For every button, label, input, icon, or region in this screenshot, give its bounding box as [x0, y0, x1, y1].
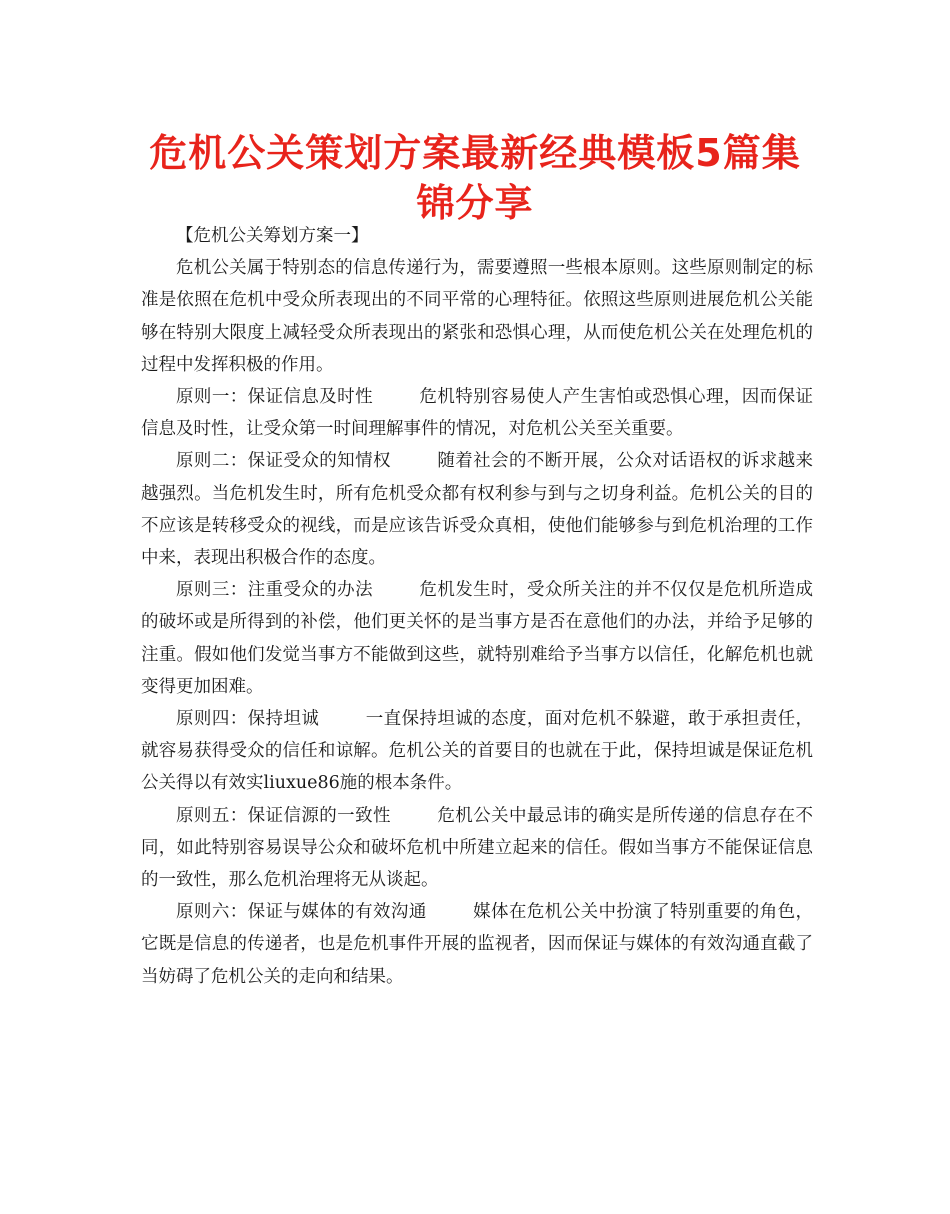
- section-heading: 【危机公关筹划方案一】: [176, 226, 369, 246]
- principle-paragraph: [141, 703, 813, 800]
- principle-text: 危机特别容易使人产生害怕或恐惧心理，因而保证信息及时性，让受众第一时间理解事件的情况，对危机公关至关重要。: [141, 387, 813, 440]
- principle-paragraph: [141, 896, 813, 993]
- document-title: 危机公关策划方案最新经典模板5篇集锦分享: [149, 131, 801, 225]
- principle-label: 原则五：保证信源的一致性: [176, 805, 391, 826]
- principle-label: 原则四：保持坦诚: [176, 709, 320, 730]
- principle-text: 一直保持坦诚的态度，面对危机不躲避，敢于承担责任，就容易获得受众的信任和谅解。危机公关的首要目的也就在于此，保持坦诚是保证危机公关得以有效实liuxue86施的根本条件。: [141, 709, 814, 794]
- principle-text: 危机公关中最忌讳的确实是所传递的信息存在不同，如此特别容易误导公众和破坏危机中所建立起来的信任。假如当事方不能保证信息的一致性，那么危机治理将无从谈起。: [141, 805, 814, 891]
- principle-paragraph: [141, 800, 813, 897]
- principle-text: 媒体在危机公关中扮演了特别重要的角色，它既是信息的传递者，也是危机事件开展的监视者，因而保证与媒体的有效沟通直截了当妨碍了危机公关的走向和结果。: [141, 902, 814, 987]
- principle-label: 原则一：保证信息及时性: [176, 387, 373, 408]
- principle-label: 原则三：注重受众的办法: [176, 580, 373, 601]
- principle-text: 危机发生时，受众所关注的并不仅仅是危机所造成的破坏或是所得到的补偿，他们更关怀的是当事方是否在意他们的办法，并给予足够的注重。假如他们发觉当事方不能做到这些，就特别难给予当事方以信任，化解危机也就变得更加困难。: [141, 580, 813, 697]
- principle-paragraph: [141, 381, 813, 445]
- principle-label: 原则二：保证受众的知情权: [176, 451, 391, 472]
- intro-paragraph: 危机公关属于特别态的信息传递行为，需要遵照一些根本原则。这些原则制定的标准是依照在危机中受众所表现出的不同平常的心理特征。依照这些原则进展危机公关能够在特别大限度上减轻受众所表现出的紧张和恐惧心理，从而使危机公关在处理危机的过程中发挥积极的作用。: [141, 258, 813, 375]
- principle-label: 原则六：保证与媒体的有效沟通: [176, 902, 427, 923]
- principle-paragraph: [141, 574, 813, 703]
- principle-paragraph: [141, 445, 813, 574]
- principle-text: 随着社会的不断开展，公众对话语权的诉求越来越强烈。当危机发生时，所有危机受众都有权利参与到与之切身利益。危机公关的目的不应该是转移受众的视线，而是应该告诉受众真相，使他们能够参与到危机治理的工作中来，表现出积极合作的态度。: [141, 451, 814, 569]
- document-body: [141, 220, 813, 993]
